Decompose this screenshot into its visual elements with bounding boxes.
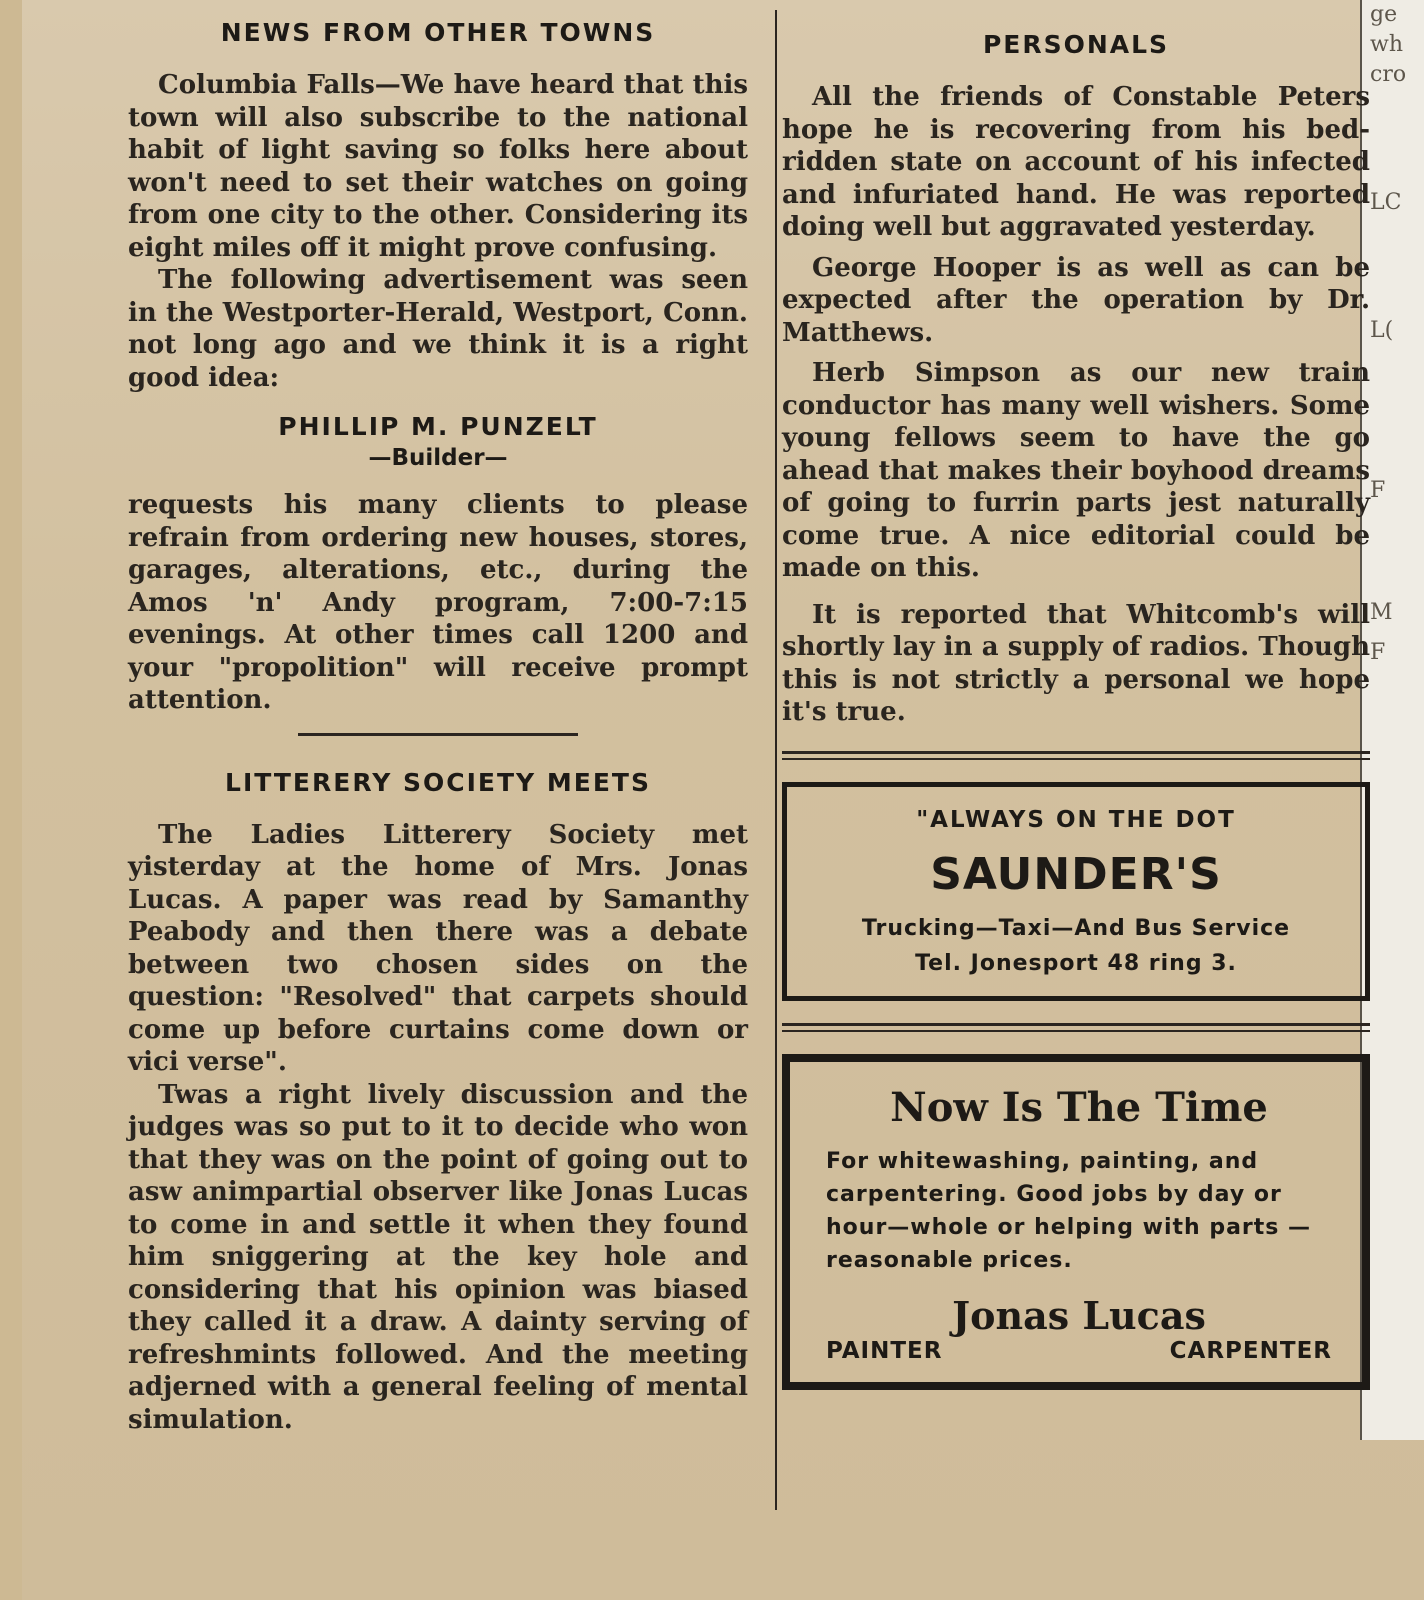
strip-fragment: L( <box>1370 318 1394 343</box>
strip-fragment: wh <box>1370 32 1403 57</box>
lucas-name: Jonas Lucas <box>952 1292 1206 1338</box>
strip-fragment: F <box>1370 478 1386 503</box>
lucas-roles <box>826 1338 1332 1364</box>
society-paragraph: The Ladies Litterery Society met yisterday at the home of Mrs. Jonas Lucas. A paper was read by Samanthy Peabody and then there was a debate between two chosen sides on the question: "Resolved" that carpets should come up before curtains come down or vici verse". <box>128 819 748 1077</box>
lucas-role-painter: PAINTER <box>826 1337 943 1364</box>
news-paragraph: Columbia Falls—We have heard that this town will also subscribe to the national habit of light saving so folks here about won't need to set their watches on going from one city to the other. Considering its eight miles off it might prove confusing. <box>128 70 748 263</box>
lucas-body: For whitewashing, painting, and carpentering. Good jobs by day or hour—whole or helping with parts —reasonable prices. <box>826 1148 1312 1273</box>
personals-paragraph: It is reported that Whitcomb's will shortly lay in a supply of radios. Though this is not strictly a personal we hope it's true. <box>782 599 1370 727</box>
saunders-brand: SAUNDER'S <box>930 848 1222 900</box>
strip-fragment: F <box>1370 640 1386 665</box>
right-column <box>782 30 1370 1390</box>
lucas-role-carpenter: CARPENTER <box>1169 1337 1332 1364</box>
strip-fragment: LC <box>1370 190 1402 215</box>
saunders-tagline: "ALWAYS ON THE DOT <box>916 806 1236 833</box>
personals-title: PERSONALS <box>982 30 1170 59</box>
saunders-ad <box>782 782 1370 1001</box>
personals-paragraph: All the friends of Constable Peters hope he is recovering from his bed-ridden state on account of his infected and infuriated hand. He was reported doing well but aggravated yesterday. <box>782 82 1370 242</box>
news-title: NEWS FROM OTHER TOWNS <box>220 18 656 47</box>
quoted-ad-text: requests his many clients to please refrain from ordering new houses, stores, garages, alterations, etc., during the Amos 'n' Andy program, 7:00-7:15 evenings. At other times call 1200 and your "propolition" will receive prompt attention. <box>128 490 748 715</box>
section-divider <box>298 733 578 736</box>
strip-fragment: M <box>1370 600 1393 625</box>
personals-paragraph: Herb Simpson as our new train conductor has many well wishers. Some young fellows seem to have the go ahead that makes their boyhood dreams of going to furrin parts jest naturally come true. A nice editorial could be made on this. <box>782 358 1370 583</box>
quoted-ad-name: PHILLIP M. PUNZELT <box>278 412 598 441</box>
strip-fragment: cro <box>1370 62 1407 87</box>
double-rule <box>782 751 1370 760</box>
lucas-headline: Now Is The Time <box>890 1083 1268 1131</box>
double-rule <box>782 1023 1370 1032</box>
personals-paragraph: George Hooper is as well as can be expected after the operation by Dr. Matthews. <box>782 252 1370 348</box>
saunders-services: Trucking—Taxi—And Bus Service <box>861 915 1291 941</box>
clipping-edge <box>0 0 22 1600</box>
news-paragraph: The following advertisement was seen in the Westporter-Herald, Westport, Conn. not long ago and we think it is a right good idea: <box>128 265 748 393</box>
society-title: LITTERERY SOCIETY MEETS <box>225 767 651 797</box>
lucas-ad <box>782 1054 1370 1390</box>
quoted-ad-role: —Builder— <box>368 445 508 471</box>
strip-fragment: ge <box>1370 2 1398 27</box>
saunders-telephone: Tel. Jonesport 48 ring 3. <box>915 950 1237 976</box>
left-column <box>128 18 748 1436</box>
column-rule <box>775 10 777 1510</box>
society-paragraph: Twas a right lively discussion and the judges was so put to it to decide who won that they was on the point of going out to asw animpartial observer like Jonas Lucas to come in and settle it when they found him sniggering at the key hole and considering that his opinion was biased they called it a draw. A dainty serving of refreshmints followed. And the meeting adjerned with a general feeling of mental simulation. <box>128 1079 748 1435</box>
